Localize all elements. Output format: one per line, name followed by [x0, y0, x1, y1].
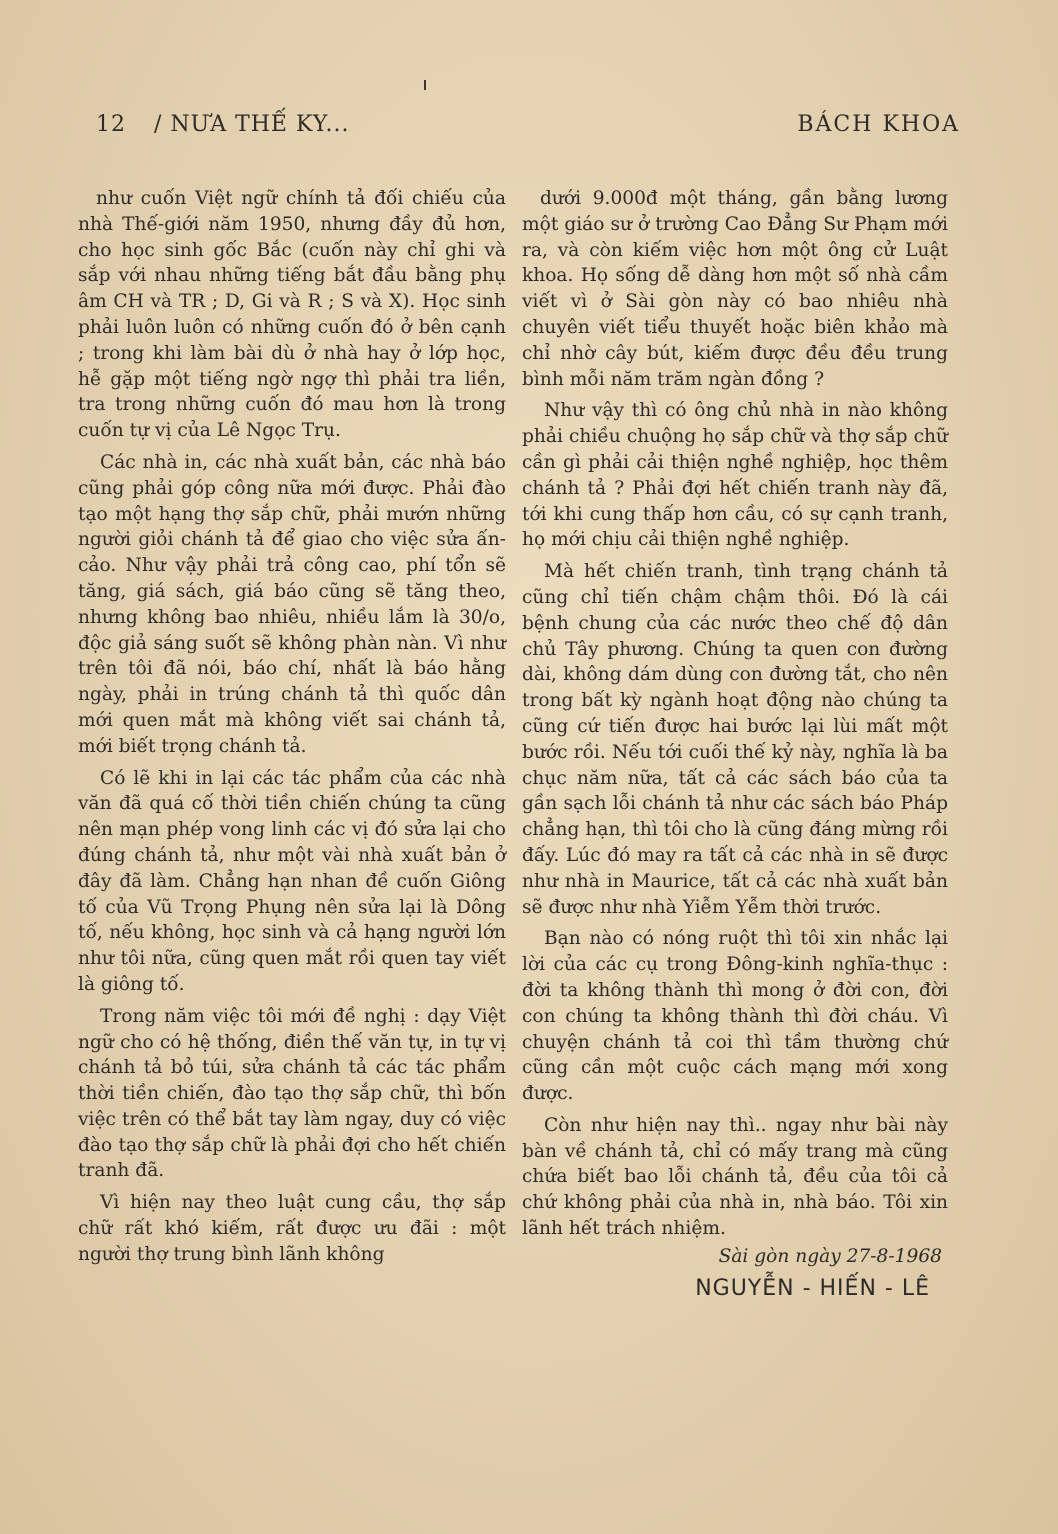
- author-signature: NGUYỄN - HIẾN - LÊ: [695, 1275, 930, 1301]
- paragraph: dưới 9.000đ một tháng, gần bằng lương một giáo sư ở trường Cao Đẳng Sư Phạm mới ra, và còn kiếm việc hơn một ông cử Luật khoa. Họ sống dễ dàng hơn một số nhà cầm viết vì ở Sài gòn này có bao nhiêu nhà chuyên viết tiểu thuyết hoặc biên khảo mà chỉ nhờ cây bút, kiếm được đều đều trung bình mỗi năm trăm ngàn đồng ?: [522, 188, 948, 390]
- date-line: Sài gòn ngày 27-8-1968: [718, 1245, 942, 1267]
- paragraph: Bạn nào có nóng ruột thì tôi xin nhắc lại lời của các cụ trong Đông-kinh nghĩa-thục : đời ta không thành thì mong ở đời con, đời con chúng ta không thành thì đời cháu. Vì chuyện chánh tả coi thì tầm thường chứ cũng cần một cuộc cách mạng mới xong được.: [522, 928, 948, 1105]
- paragraph: Vì hiện nay theo luật cung cầu, thợ sắp chữ rất khó kiếm, rất được ưu đãi : một người thợ trung bình lãnh không: [78, 1192, 506, 1265]
- paragraph: Mà hết chiến tranh, tình trạng chánh tả cũng chỉ tiến chậm chậm thôi. Đó là cái bệnh chung của các nước theo chế độ dân chủ Tây phương. Chúng ta quen con đường dài, không dám dùng con đường tắt, cho nên trong bất kỳ ngành hoạt động nào chúng ta cũng cứ tiến được hai bước lại lùi mất một bước rồi. Nếu tới cuối thế kỷ này, nghĩa là ba chục năm nữa, tất cả các sách báo của ta gần sạch lỗi chánh tả như các sách báo Pháp chẳng hạn, thì tôi cho là cũng đáng mừng rồi đấy. Lúc đó may ra tất cả các nhà in sẽ được như nhà in Maurice, tất cả các nhà xuất bản sẽ được như nhà Yiễm Yễm thời trước.: [522, 561, 948, 918]
- paragraph: Trong năm việc tôi mới đề nghị : dạy Việt ngữ cho có hệ thống, điền thế văn tự, in tự vị chánh tả bỏ túi, sửa chánh tả các tác phẩm thời tiền chiến, đào tạo thợ sắp chữ, thì bốn việc trên có thể bắt tay làm ngay, duy có việc đào tạo thợ sắp chữ là phải đợi cho hết chiến tranh đã.: [78, 1005, 506, 1182]
- page-mark: [424, 80, 426, 90]
- paragraph: Có lẽ khi in lại các tác phẩm của các nhà văn đã quá cố thời tiền chiến chúng ta cũng nên mạn phép vong linh các vị đó sửa lại cho đúng chánh tả, như một vài nhà xuất bản ở đây đã làm. Chẳng hạn nhan đề cuốn Giông tố của Vũ Trọng Phụng nên sửa lại là Dông tố, nếu không, học sinh và cả hạng người lớn như tôi nữa, cũng quen mắt rồi quen tay viết là giông tố.: [78, 767, 506, 995]
- paragraph: như cuốn Việt ngữ chính tả đối chiếu của nhà Thế-giới năm 1950, nhưng đầy đủ hơn, cho học sinh gốc Bắc (cuốn này chỉ ghi và sắp với nhau những tiếng bắt đầu bằng phụ âm CH và TR ; D, Gi và R ; S và X). Học sinh phải luôn luôn có những cuốn đó ở bên cạnh ; trong khi làm bài dù ở nhà hay ở lớp học, hễ gặp một tiếng ngờ ngợ thì phải tra liền, tra trong những cuốn đó mau hơn là trong cuốn tự vị của Lê Ngọc Trụ.: [78, 188, 506, 442]
- page-header: [96, 112, 960, 152]
- running-title: / NƯA THẾ KY...: [154, 112, 350, 137]
- journal-name: BÁCH KHOA: [797, 112, 960, 137]
- page-number: 12: [96, 112, 126, 137]
- paragraph: Còn như hiện nay thì.. ngay như bài này bàn về chánh tả, chỉ có mấy trang mà cũng chứa biết bao lỗi chánh tả, đều của tôi cả chứ không phải của nhà in, nhà báo. Tôi xin lãnh hết trách nhiệm.: [522, 1114, 948, 1240]
- paragraph: Các nhà in, các nhà xuất bản, các nhà báo cũng phải góp công nữa mới được. Phải đào tạo một hạng thợ sắp chữ, phải mướn những người giỏi chánh tả để giao cho việc sửa ấn-cảo. Như vậy phải trả công cao, phí tổn sẽ tăng, giá sách, giá báo cũng sẽ tăng theo, nhưng không bao nhiêu, nhiều lắm là 30/o, độc giả sáng suốt sẽ không phàn nàn. Vì như trên tôi đã nói, báo chí, nhất là báo hằng ngày, phải in trúng chánh tả thì quốc dân mới quen mắt mà không viết sai chánh tả, mới biết trọng chánh tả.: [78, 451, 506, 757]
- left-column: [78, 186, 506, 1274]
- right-column: [522, 186, 948, 1301]
- paragraph: Như vậy thì có ông chủ nhà in nào không phải chiều chuộng họ sắp chữ và thợ sắp chữ cần gì phải cải thiện nghề nghiệp, học thêm chánh tả ? Phải đợi hết chiến tranh này đã, tới khi cung thấp hơn cầu, có sự cạnh tranh, họ mới chịu cải thiện nghề nghiệp.: [522, 400, 948, 551]
